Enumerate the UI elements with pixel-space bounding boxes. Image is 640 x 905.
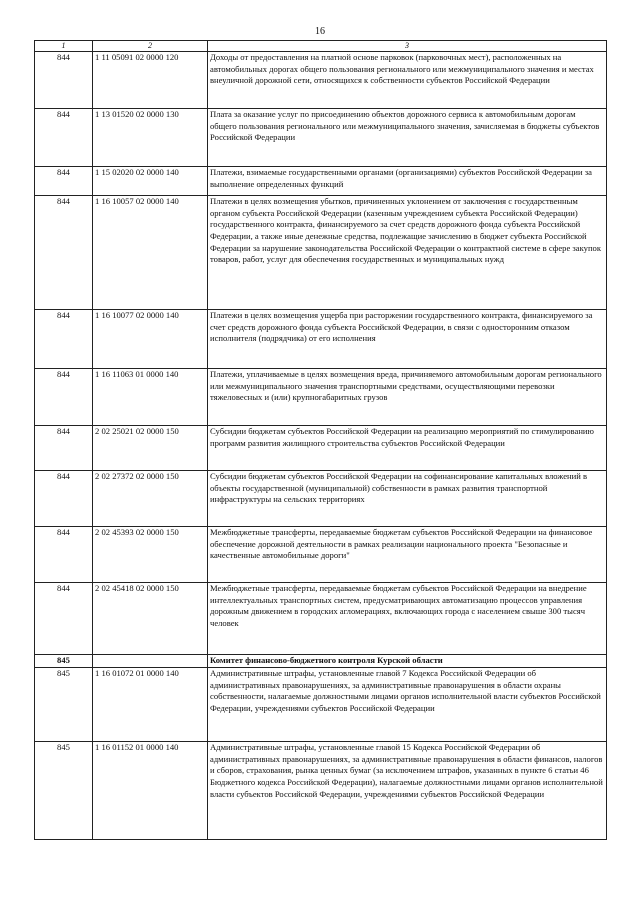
table-row [35,742,607,840]
budget-classification-code: 1 15 02020 02 0000 140 [93,167,208,196]
revenue-description: Межбюджетные трансферты, передаваемые бюджетам субъектов Российской Федерации на внедрение интеллектуальных транспортных систем, предусматривающих автоматизацию процессов управления дорожным движением в городских агломерациях, включающих города с населением свыше 300 тысяч человек [208,583,607,655]
header-col-2: 2 [93,41,208,52]
budget-classification-code [93,655,208,668]
budget-classification-code: 1 16 01152 01 0000 140 [93,742,208,840]
budget-classification-code: 2 02 45393 02 0000 150 [93,527,208,583]
table-row [35,52,607,109]
admin-code: 845 [35,655,93,668]
revenue-description: Платежи в целях возмещения убытков, причиненных уклонением от заключения с государственным органом субъекта Российской Федерации (казенным учреждением субъекта Российской Федерации) государственного контракта, финансируемого за счет средств дорожного фонда субъекта Российской Федерации, а также иные денежные средства, подлежащие зачислению в бюджет субъекта Российской Федерации за нарушение законодательства Российской Федерации о контрактной системе в сфере закупок товаров, работ, услуг для обеспечения государственных и муниципальных нужд [208,196,607,310]
admin-code: 845 [35,668,93,742]
revenue-description: Административные штрафы, установленные главой 15 Кодекса Российской Федерации об административных правонарушениях, за административные правонарушения в области финансов, налогов и сборов, страхования, рынка ценных бумаг (за исключением штрафов, указанных в пункте 6 статьи 46 Бюджетного кодекса Российской Федерации), налагаемые должностными лицами органов исполнительной власти субъектов Российской Федерации, учреждениями субъектов Российской Федерации [208,742,607,840]
administrator-name: Комитет финансово-бюджетного контроля Курской области [208,655,607,668]
budget-codes-table [34,40,607,840]
admin-code: 844 [35,583,93,655]
table-row [35,310,607,369]
admin-code: 844 [35,167,93,196]
budget-classification-code: 1 16 10077 02 0000 140 [93,310,208,369]
table-row [35,668,607,742]
admin-code: 845 [35,742,93,840]
admin-code: 844 [35,527,93,583]
budget-classification-code: 2 02 25021 02 0000 150 [93,426,208,471]
budget-classification-code: 1 16 10057 02 0000 140 [93,196,208,310]
table-header-row [35,41,607,52]
admin-code: 844 [35,426,93,471]
page-number: 16 [315,26,325,37]
section-header-row [35,655,607,668]
budget-classification-code: 1 16 01072 01 0000 140 [93,668,208,742]
admin-code: 844 [35,310,93,369]
header-col-3: 3 [208,41,607,52]
revenue-description: Административные штрафы, установленные главой 7 Кодекса Российской Федерации об административных правонарушениях, за административные правонарушения в области охраны собственности, налагаемые должностными лицами органов исполнительной власти субъектов Российской Федерации, учреждениями субъектов Российской Федерации [208,668,607,742]
table-row [35,471,607,527]
table-row [35,426,607,471]
budget-classification-code: 2 02 45418 02 0000 150 [93,583,208,655]
budget-classification-code: 1 16 11063 01 0000 140 [93,369,208,426]
budget-classification-code: 1 11 05091 02 0000 120 [93,52,208,109]
budget-classification-code: 1 13 01520 02 0000 130 [93,109,208,167]
table-row [35,109,607,167]
admin-code: 844 [35,471,93,527]
admin-code: 844 [35,196,93,310]
revenue-description: Межбюджетные трансферты, передаваемые бюджетам субъектов Российской Федерации на финансовое обеспечение дорожной деятельности в рамках реализации национального проекта "Безопасные и качественные автомобильные дороги" [208,527,607,583]
revenue-description: Субсидии бюджетам субъектов Российской Федерации на софинансирование капитальных вложений в объекты государственной (муниципальной) собственности в рамках развития транспортной инфраструктуры на сельских территориях [208,471,607,527]
admin-code: 844 [35,109,93,167]
table-row [35,369,607,426]
admin-code: 844 [35,52,93,109]
table-row [35,167,607,196]
revenue-description: Субсидии бюджетам субъектов Российской Федерации на реализацию мероприятий по стимулированию программ развития жилищного строительства субъектов Российской Федерации [208,426,607,471]
revenue-description: Платежи, уплачиваемые в целях возмещения вреда, причиняемого автомобильным дорогам регионального или межмуниципального значения транспортными средствами, осуществляющими перевозки тяжеловесных и (или) крупногабаритных грузов [208,369,607,426]
revenue-description: Платежи, взимаемые государственными органами (организациями) субъектов Российской Федерации за выполнение определенных функций [208,167,607,196]
table-row [35,196,607,310]
revenue-description: Плата за оказание услуг по присоединению объектов дорожного сервиса к автомобильным дорогам общего пользования регионального или межмуниципального значения, зачисляемая в бюджеты субъектов Российской Федерации [208,109,607,167]
budget-classification-code: 2 02 27372 02 0000 150 [93,471,208,527]
revenue-description: Доходы от предоставления на платной основе парковок (парковочных мест), расположенных на автомобильных дорогах общего пользования регионального или межмуниципального значения и местах внеуличной дорожной сети, относящихся к собственности субъектов Российской Федерации [208,52,607,109]
admin-code: 844 [35,369,93,426]
table-row [35,583,607,655]
table-row [35,527,607,583]
revenue-description: Платежи в целях возмещения ущерба при расторжении государственного контракта, финансируемого за счет средств дорожного фонда субъекта Российской Федерации, в связи с односторонним отказом исполнителя (подрядчика) от его исполнения [208,310,607,369]
header-col-1: 1 [35,41,93,52]
